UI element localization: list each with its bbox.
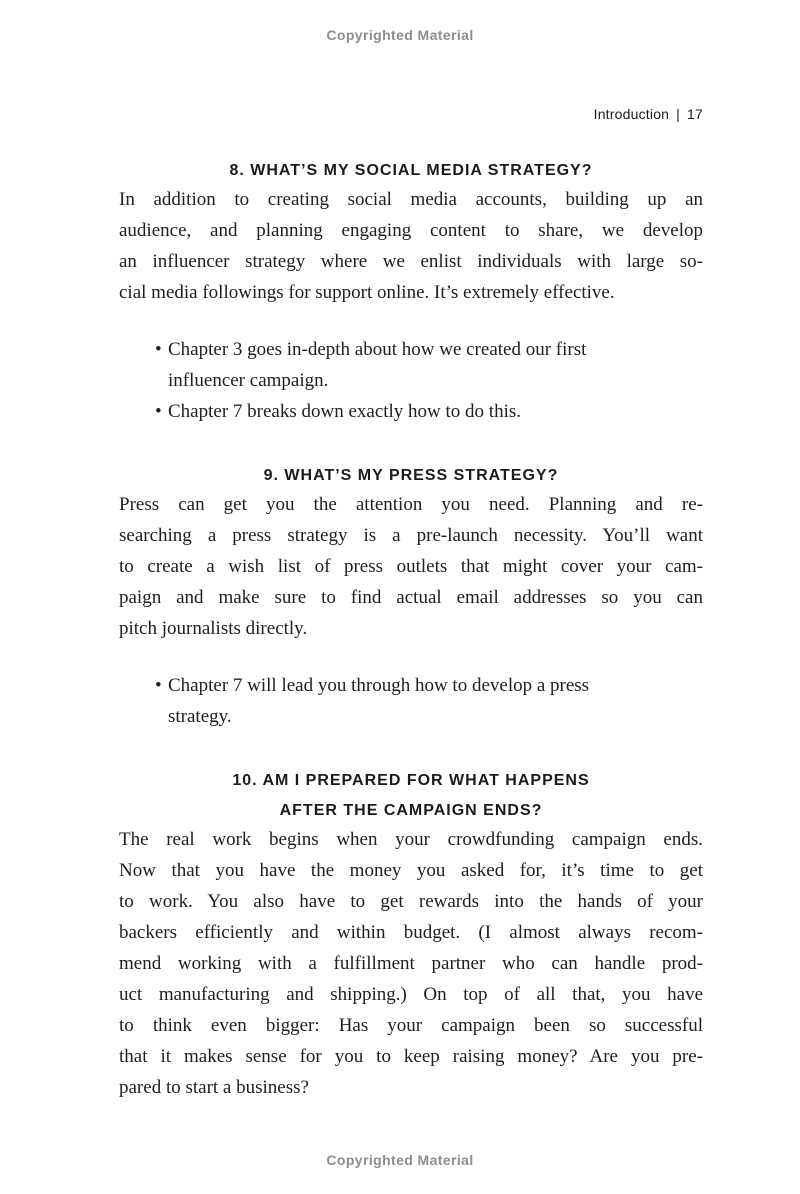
bullet-list [119,670,703,732]
copyright-notice-bottom: Copyrighted Material [326,1152,474,1168]
paragraph-line: an influencer strategy where we enlist individuals with large so- [119,251,703,272]
paragraph-line: The real work begins when your crowdfunding campaign ends. [119,829,703,850]
section-heading-line: 10. AM I PREPARED FOR WHAT HAPPENS [232,772,590,789]
paragraph-line: paign and make sure to find actual email addresses so you can [119,587,703,608]
bullet-list [119,334,703,427]
bullet-line: Chapter 3 goes in-depth about how we created our first [168,339,587,360]
page-content [0,162,800,1103]
section [119,772,703,1103]
bullet-line: influencer campaign. [168,370,329,391]
paragraph-line: pared to start a business? [119,1077,309,1098]
section-heading-line: 8. WHAT’S MY SOCIAL MEDIA STRATEGY? [229,162,593,179]
paragraph-line: Now that you have the money you asked for, it’s time to get [119,860,703,881]
paragraph [119,489,703,644]
paragraph-line: In addition to creating social media accounts, building up an [119,189,703,210]
section-heading-line: AFTER THE CAMPAIGN ENDS? [279,802,543,819]
bullet-line: Chapter 7 breaks down exactly how to do this. [168,401,522,422]
running-header-chapter: Introduction [593,106,670,122]
bullet-line: strategy. [168,706,232,727]
running-header-page-number: 17 [687,106,703,122]
section-heading [119,772,703,819]
paragraph-line: to work. You also have to get rewards into the hands of your [119,891,703,912]
bullet-line: Chapter 7 will lead you through how to develop a press [168,675,590,696]
bullet-item [119,670,703,732]
section [119,467,703,732]
running-header [0,106,800,122]
bullet-item [119,396,703,427]
paragraph-line: to create a wish list of press outlets that might cover your cam- [119,556,703,577]
paragraph-line: mend working with a fulfillment partner who can handle prod- [119,953,703,974]
paragraph-line: cial media followings for support online. It’s extremely effective. [119,282,615,303]
paragraph-line: to think even bigger: Has your campaign been so successful [119,1015,703,1036]
paragraph [119,824,703,1103]
paragraph [119,184,703,308]
paragraph-line: audience, and planning engaging content to share, we develop [119,220,703,241]
section-heading [119,162,703,179]
paragraph-line: that it makes sense for you to keep raising money? Are you pre- [119,1046,703,1067]
paragraph-line: uct manufacturing and shipping.) On top of all that, you have [119,984,703,1005]
paragraph-line: Press can get you the attention you need. Planning and re- [119,494,703,515]
running-header-separator: | [676,106,681,122]
bullet-marker: • [155,675,162,696]
bullet-marker: • [155,339,162,360]
paragraph-line: backers efficiently and within budget. (I almost always recom- [119,922,703,943]
section-heading-line: 9. WHAT’S MY PRESS STRATEGY? [263,467,559,484]
section-heading [119,467,703,484]
bullet-marker: • [155,401,162,422]
paragraph-line: pitch journalists directly. [119,618,308,639]
paragraph-line: searching a press strategy is a pre-launch necessity. You’ll want [119,525,703,546]
copyright-notice-top: Copyrighted Material [326,27,474,43]
section [119,162,703,427]
bullet-item [119,334,703,396]
